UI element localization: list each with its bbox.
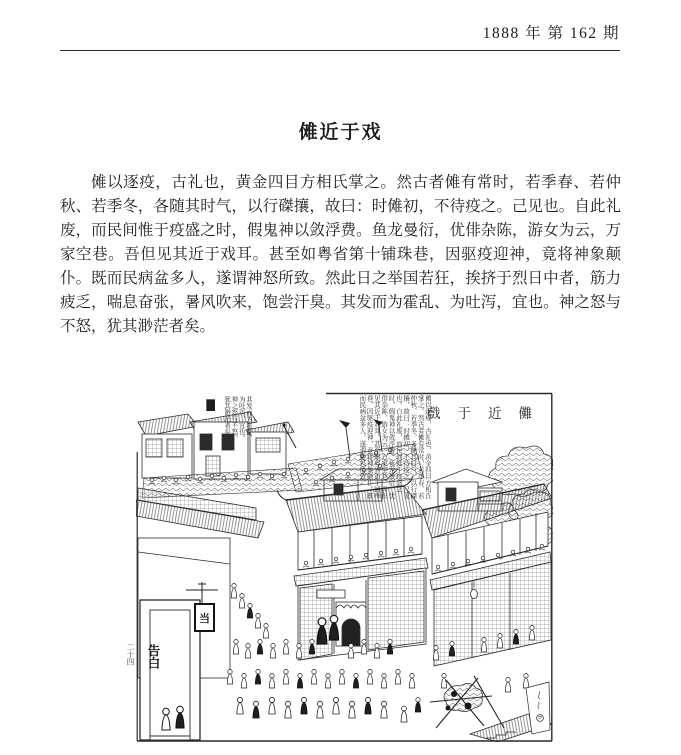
article-title: 傩近于戏 (298, 122, 383, 143)
doorway (140, 600, 200, 740)
illustration-title: 戲于近儺 (427, 406, 549, 421)
illustration-inscription: 傩以逐疫，古礼也，黄金四目方相氏掌之。然古者傩有常时，若季春、若仲秋、若季冬，各随其时气，以行磔攘，故曰：时傩初，不待疫之。己见也。自此礼废，而民间惟于疫盛之时，假鬼神以敛浮费。鱼龙曼衍，优俳杂陈，游女为云，万家空巷。吾但见其近于戏耳。甚至如粤省第十铺珠巷，因驱疫迎神，竟将神象颠仆。既而民病盆多人，遂谓神怒所致。 (358, 395, 431, 499)
shrine (336, 602, 366, 646)
illustration-figure (136, 392, 553, 742)
article-body: 傩以逐疫，古礼也，黄金四目方相氏掌之。然古者傩有常时，若季春、若仲秋、若季冬，各随其时气，以行磔攘，故曰：时傩初，不待疫之。己见也。自此礼废，而民间惟于疫盛之时，假鬼神以敛浮费。鱼龙曼衍，优俳杂陈，游女为云，万家空巷。吾但见其近于戏耳。甚至如粤省第十铺珠巷，因驱疫迎神，竟将神象颠仆。既而民病盆多人，遂谓神怒所致。然此日之举国若狂，挨挤于烈日中者，筋力疲乏，喘息奋张，暑风吹来，饱尝汗臭。其发而为霍乱、为吐泻，宜也。神之怒与不怒，犹其渺茫者矣。 (60, 174, 621, 335)
illustration-inscription-side: 其发而为霍乱、为吐泻，宜也。神之怒与不怒，犹其渺茫者矣。 (223, 396, 252, 442)
printer-seal (206, 399, 215, 411)
pawnshop-sign: 当 (194, 603, 215, 632)
collapsed-trestle (430, 676, 504, 728)
header-rule (60, 50, 620, 51)
margin-page-number: 二十四 (126, 643, 135, 666)
door-notice-sign: 告白 (146, 644, 160, 669)
issue-line: 1888 年 第 162 期 (482, 25, 620, 42)
